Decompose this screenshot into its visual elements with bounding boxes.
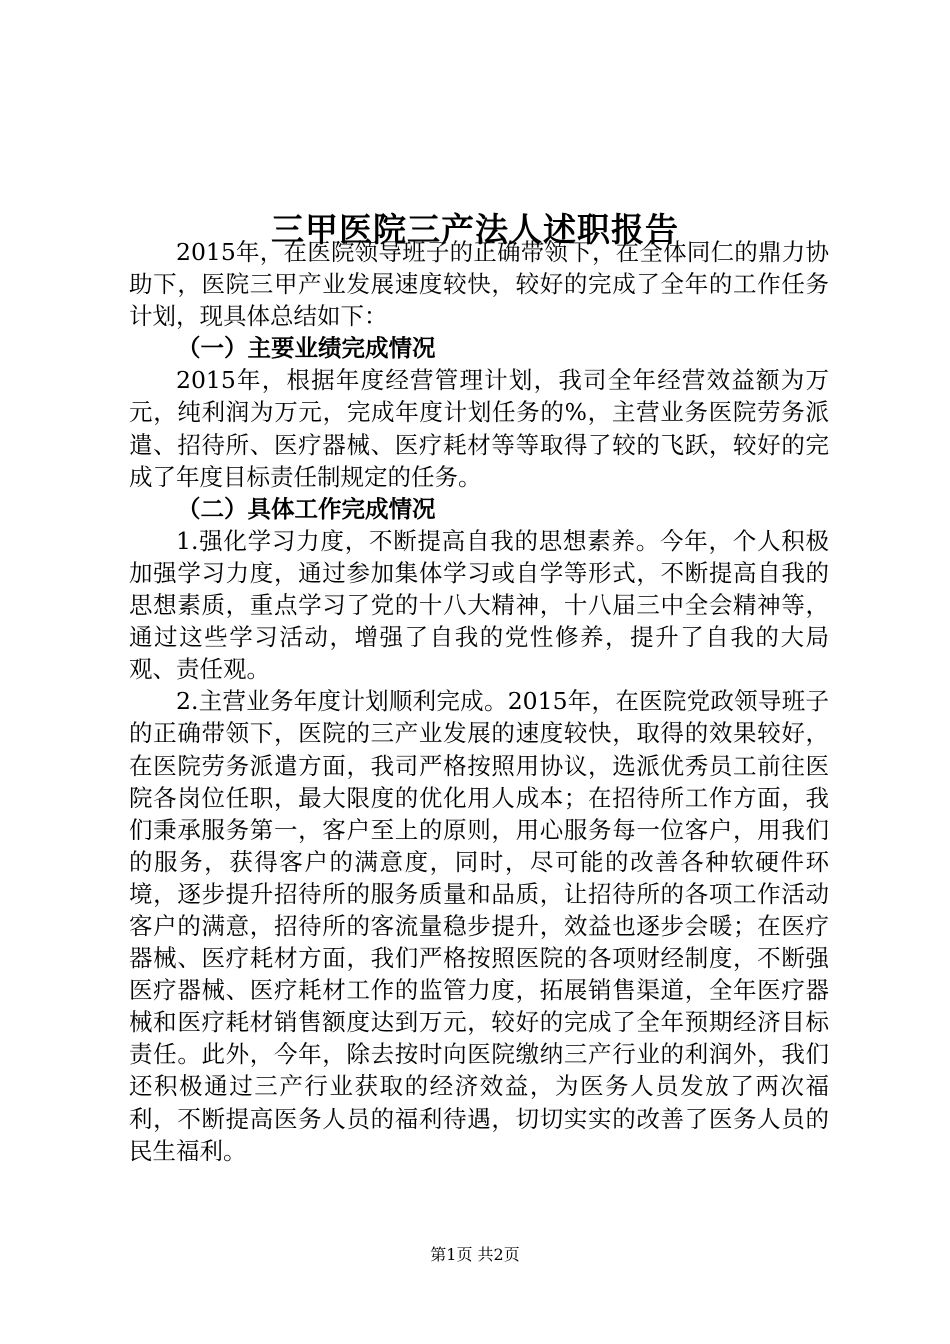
section-heading-main-performance: （一）主要业绩完成情况 bbox=[177, 334, 436, 363]
document-body bbox=[129, 236, 829, 1167]
page-number-footer: 第1页 共2页 bbox=[430, 1245, 520, 1264]
intro-paragraph: 2015年，在医院领导班子的正确带领下，在全体同仁的鼎力协助下，医院三甲产业发展速度较快，较好的完成了全年的工作任务计划，现具体总结如下： bbox=[129, 238, 829, 331]
work-details-paragraph-2: 2.主营业务年度计划顺利完成。2015年，在医院党政领导班子的正确带领下，医院的三产业发展的速度较快，取得的效果较好，在医院劳务派遣方面，我司严格按照用协议，选派优秀员工前往医院各岗位任职，最大限度的优化用人成本；在招待所工作方面，我们秉承服务第一，客户至上的原则，用心服务每一位客户，用我们的服务，获得客户的满意度，同时，尽可能的改善各种软硬件环境，逐步提升招待所的服务质量和品质，让招待所的各项工作活动客户的满意，招待所的客流量稳步提升，效益也逐步会暖；在医疗器械、医疗耗材方面，我们严格按照医院的各项财经制度，不断强医疗器械、医疗耗材工作的监管力度，拓展销售渠道，全年医疗器械和医疗耗材销售额度达到万元，较好的完成了全年预期经济目标责任。此外，今年，除去按时向医院缴纳三产行业的利润外，我们还积极通过三产行业获取的经济效益，为医务人员发放了两次福利，不断提高医务人员的福利待遇，切切实实的改善了医务人员的民生福利。 bbox=[129, 687, 829, 1165]
work-details-paragraph-1: 1.强化学习力度，不断提高自我的思想素养。今年，个人积极加强学习力度，通过参加集体学习或自学等形式，不断提高自我的思想素质，重点学习了党的十八大精神，十八届三中全会精神等，通过这些学习活动，增强了自我的党性修养，提升了自我的大局观、责任观。 bbox=[129, 526, 829, 684]
section-heading-work-details: （二）具体工作完成情况 bbox=[177, 494, 436, 523]
main-performance-paragraph: 2015年，根据年度经营管理计划，我司全年经营效益额为万元，纯利润为万元，完成年度计划任务的%，主营业务医院劳务派遣、招待所、医疗器械、医疗耗材等等取得了较的飞跃，较好的完成了年度目标责任制规定的任务。 bbox=[129, 366, 829, 491]
document-title: 三甲医院三产法人述职报告 bbox=[271, 210, 679, 250]
